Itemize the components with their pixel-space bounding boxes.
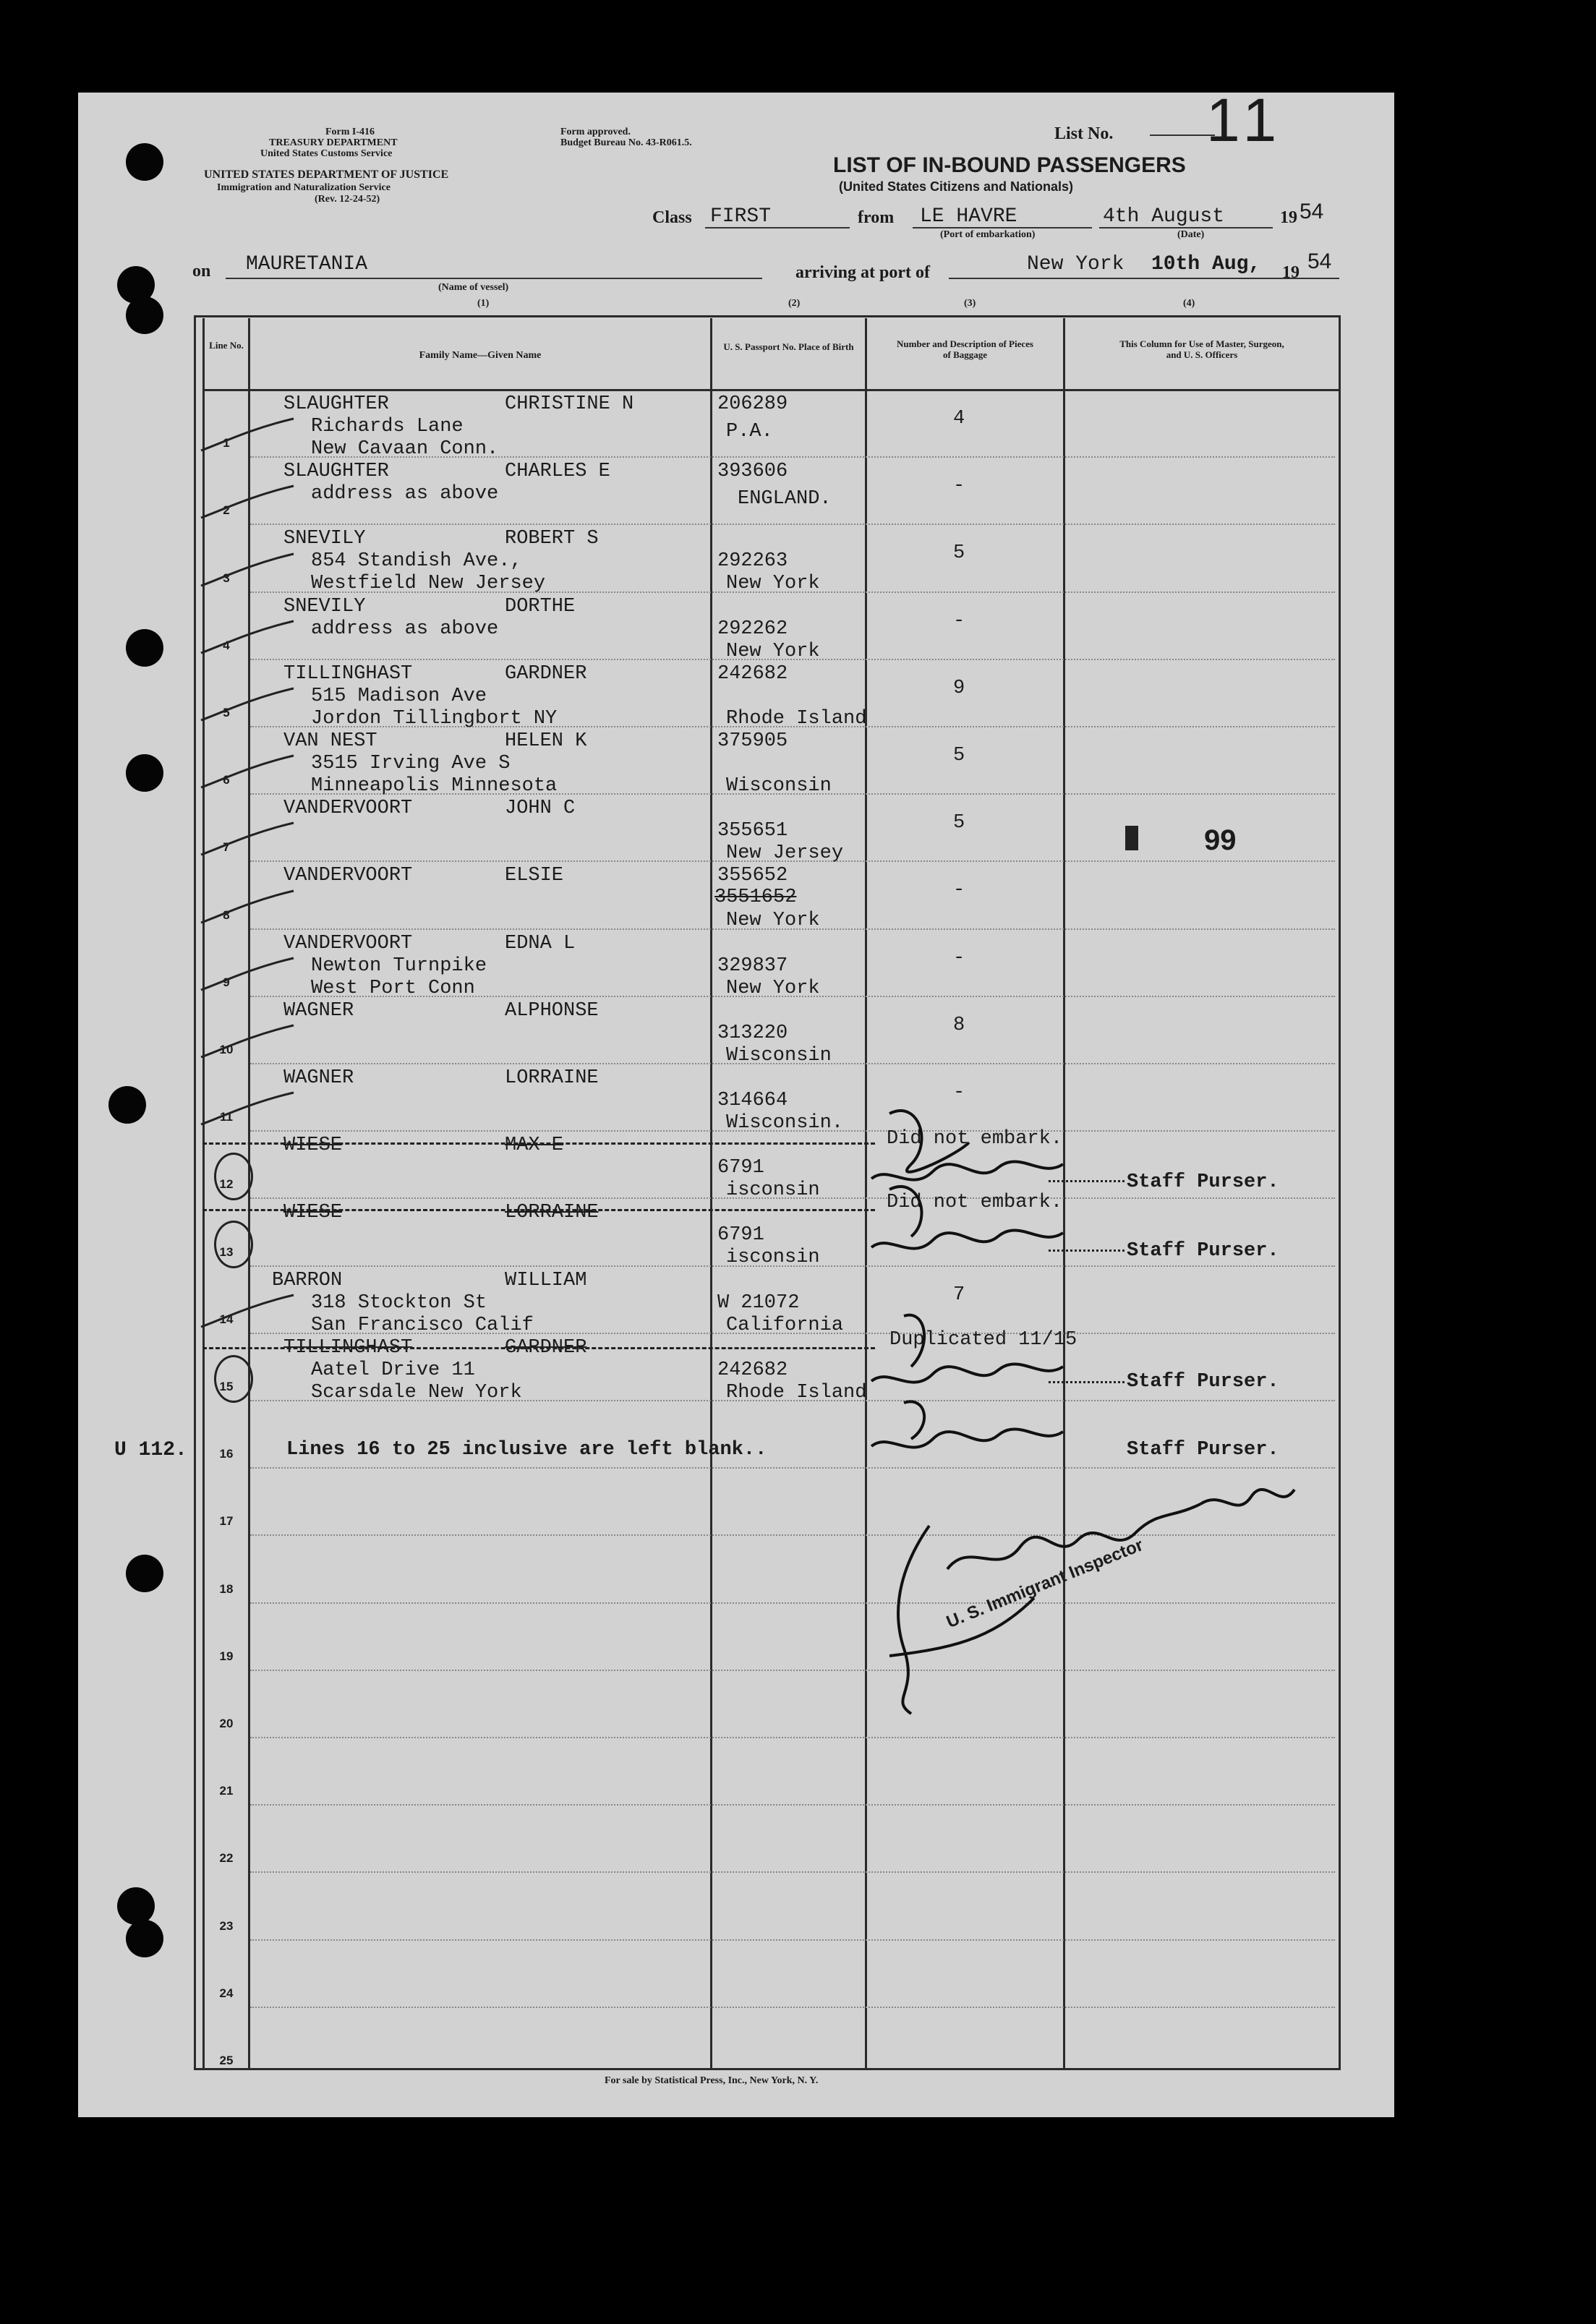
family-name: VANDERVOORT bbox=[283, 865, 413, 887]
family-name: WIESE bbox=[283, 1202, 343, 1223]
col-num-2: (2) bbox=[788, 298, 801, 309]
place-of-birth: Wisconsin bbox=[726, 1045, 832, 1067]
row-separator bbox=[250, 1467, 1335, 1469]
passport-number: 292262 bbox=[717, 618, 788, 640]
passport-number: 313220 bbox=[717, 1022, 788, 1044]
line-number: 1 bbox=[223, 436, 230, 450]
row-separator bbox=[250, 2007, 1335, 2008]
line-number: 22 bbox=[219, 1851, 234, 1865]
arriving-label: arriving at port of bbox=[795, 263, 930, 282]
family-name: SNEVILY bbox=[283, 528, 366, 550]
col-num-1: (1) bbox=[477, 298, 490, 309]
address-line-2: West Port Conn bbox=[311, 978, 475, 999]
row-separator bbox=[250, 1939, 1335, 1941]
line-number: 6 bbox=[223, 773, 230, 787]
inspector-stamp: U. S. Immigrant Inspector bbox=[944, 1535, 1146, 1633]
did-not-embark-12: Did not embark. bbox=[887, 1128, 1063, 1150]
line-number: 9 bbox=[223, 975, 230, 989]
address-line-2: New Cavaan Conn. bbox=[311, 438, 499, 460]
baggage-count: 7 bbox=[953, 1284, 965, 1306]
officer-note: 99 bbox=[1204, 824, 1237, 856]
given-name: MAX E bbox=[505, 1135, 564, 1156]
staff-purser-1: Staff Purser. bbox=[1127, 1171, 1279, 1193]
address-line-1: 318 Stockton St bbox=[311, 1292, 487, 1314]
tally-mark bbox=[200, 751, 301, 795]
list-no-label: List No. bbox=[1054, 124, 1114, 143]
family-name: BARRON bbox=[272, 1270, 343, 1291]
vessel-name: MAURETANIA bbox=[246, 253, 368, 275]
col-num-4: (4) bbox=[1183, 298, 1195, 309]
given-name: ELSIE bbox=[505, 865, 564, 887]
given-name: GARDNER bbox=[505, 663, 587, 685]
officer-stamp-mark bbox=[1125, 826, 1138, 850]
line-number: 8 bbox=[223, 908, 230, 922]
line-number: 2 bbox=[223, 503, 230, 517]
treasury-dept: TREASURY DEPARTMENT bbox=[269, 137, 398, 148]
line-number: 13 bbox=[219, 1245, 234, 1259]
passport-number: 355651 bbox=[717, 820, 788, 842]
place-of-birth: ENGLAND. bbox=[738, 488, 832, 510]
from-rule bbox=[913, 227, 1092, 228]
col-head-baggage: Number and Description of Pieces of Baggage bbox=[897, 338, 1033, 360]
address-line-1: address as above bbox=[311, 483, 499, 505]
justice-dept: UNITED STATES DEPARTMENT OF JUSTICE bbox=[204, 168, 449, 181]
on-label: on bbox=[192, 262, 211, 281]
footer-printer: For sale by Statistical Press, Inc., New York, N. Y. bbox=[605, 2075, 819, 2086]
tally-mark bbox=[200, 1291, 301, 1334]
address-line-2: Minneapolis Minnesota bbox=[311, 775, 558, 797]
col-head-officers: This Column for Use of Master, Surgeon, and U. S. Officers bbox=[1119, 338, 1284, 360]
family-name: SLAUGHTER bbox=[283, 393, 389, 415]
year-handwritten: 54 bbox=[1300, 200, 1324, 223]
place-of-birth: New York bbox=[726, 978, 820, 999]
given-name: ALPHONSE bbox=[505, 1000, 599, 1022]
place-of-birth: P.A. bbox=[726, 421, 773, 443]
year-prefix: 19 bbox=[1280, 208, 1297, 227]
given-name: LORRAINE bbox=[505, 1067, 599, 1089]
tally-mark bbox=[200, 819, 301, 862]
line-number: 23 bbox=[219, 1919, 234, 1933]
tally-mark bbox=[200, 954, 301, 997]
address-line-2: Jordon Tillingbort NY bbox=[311, 708, 558, 730]
cancel-dash-12 bbox=[202, 1142, 875, 1145]
from-label: from bbox=[858, 208, 895, 227]
tally-mark bbox=[200, 684, 301, 727]
row-separator bbox=[250, 1737, 1335, 1738]
family-name: WIESE bbox=[283, 1135, 343, 1156]
embark-date: 4th August bbox=[1103, 205, 1225, 228]
family-name: WAGNER bbox=[283, 1067, 354, 1089]
punch-hole bbox=[126, 296, 163, 334]
place-of-birth: isconsin bbox=[726, 1179, 820, 1201]
cancel-circle bbox=[214, 1153, 253, 1200]
line-number: 7 bbox=[223, 840, 230, 854]
family-name: WAGNER bbox=[283, 1000, 354, 1022]
address-line-2: Scarsdale New York bbox=[311, 1382, 522, 1404]
class-value: FIRST bbox=[710, 205, 772, 228]
place-of-birth: Wisconsin bbox=[726, 775, 832, 797]
line-number: 20 bbox=[219, 1717, 234, 1730]
col-head-passport: U. S. Passport No. Place of Birth bbox=[723, 341, 854, 352]
given-name: CHRISTINE N bbox=[505, 393, 634, 415]
passport-number: 393606 bbox=[717, 461, 788, 482]
line-number: 11 bbox=[220, 1110, 233, 1124]
tally-mark bbox=[200, 1021, 301, 1064]
row-separator bbox=[250, 1804, 1335, 1806]
revision: (Rev. 12-24-52) bbox=[315, 194, 380, 205]
given-name: DORTHE bbox=[505, 596, 576, 618]
margin-stamp: U 112. bbox=[114, 1439, 187, 1461]
address-line-1: 3515 Irving Ave S bbox=[311, 753, 511, 774]
col-head-name: Family Name—Given Name bbox=[419, 350, 542, 361]
arrival-port: New York bbox=[1027, 253, 1125, 275]
address-line-1: 854 Standish Ave., bbox=[311, 550, 522, 572]
place-of-birth: isconsin bbox=[726, 1247, 820, 1268]
place-of-birth: New York bbox=[726, 573, 820, 594]
place-of-birth: New York bbox=[726, 641, 820, 662]
arrival-year-prefix: 19 bbox=[1282, 263, 1300, 282]
row-separator bbox=[250, 524, 1335, 525]
col-num-3: (3) bbox=[964, 298, 976, 309]
passport-number: 375905 bbox=[717, 730, 788, 752]
baggage-count: - bbox=[953, 475, 965, 497]
family-name: SLAUGHTER bbox=[283, 461, 389, 482]
page-title: LIST OF IN-BOUND PASSENGERS bbox=[833, 153, 1186, 177]
passport-number: 355652 bbox=[717, 865, 788, 887]
line-number: 5 bbox=[223, 706, 230, 719]
given-name: JOHN C bbox=[505, 798, 576, 819]
address-line-1: Richards Lane bbox=[311, 416, 464, 437]
staff-purser-3: Staff Purser. bbox=[1127, 1371, 1279, 1393]
arrival-year-handwritten: 54 bbox=[1307, 249, 1332, 273]
family-name: VANDERVOORT bbox=[283, 933, 413, 954]
given-name: EDNA L bbox=[505, 933, 576, 954]
cancel-dash-13 bbox=[202, 1209, 875, 1211]
baggage-count: 4 bbox=[953, 408, 965, 430]
arrival-rule bbox=[949, 278, 1339, 279]
tally-mark bbox=[200, 617, 301, 660]
baggage-count: - bbox=[953, 610, 965, 632]
form-approved: Form approved. bbox=[560, 127, 631, 137]
vessel-rule bbox=[226, 278, 762, 279]
family-name: TILLINGHAST bbox=[283, 1337, 413, 1359]
place-of-birth: Rhode Island bbox=[726, 708, 867, 730]
line-number: 17 bbox=[219, 1514, 234, 1528]
list-no-rule bbox=[1150, 134, 1215, 136]
line-number: 12 bbox=[219, 1177, 234, 1191]
place-of-birth: New Jersey bbox=[726, 842, 844, 864]
cancel-circle bbox=[214, 1221, 253, 1268]
punch-hole bbox=[126, 629, 163, 667]
address-line-1: Newton Turnpike bbox=[311, 955, 487, 977]
line-number: 24 bbox=[219, 1986, 234, 2000]
address-line-2: San Francisco Calif bbox=[311, 1315, 534, 1336]
line-number: 18 bbox=[219, 1582, 234, 1596]
page-subtitle: (United States Citizens and Nationals) bbox=[839, 179, 1074, 194]
passport-number: 242682 bbox=[717, 663, 788, 685]
line-number: 16 bbox=[219, 1447, 234, 1461]
address-line-1: 515 Madison Ave bbox=[311, 685, 487, 707]
given-name: ROBERT S bbox=[505, 528, 599, 550]
passport-number: 6791 bbox=[717, 1157, 764, 1179]
budget-bureau: Budget Bureau No. 43-R061.5. bbox=[560, 137, 692, 148]
did-not-embark-13: Did not embark. bbox=[887, 1192, 1063, 1213]
baggage-count: 5 bbox=[953, 812, 965, 834]
baggage-count: 5 bbox=[953, 745, 965, 766]
list-no-handwritten: 11 bbox=[1206, 86, 1284, 154]
port-embarkation-caption: (Port of embarkation) bbox=[940, 229, 1036, 240]
place-of-birth: California bbox=[726, 1315, 844, 1336]
port-embarkation: LE HAVRE bbox=[920, 205, 1017, 228]
given-name: HELEN K bbox=[505, 730, 587, 752]
family-name: VAN NEST bbox=[283, 730, 377, 752]
given-name: WILLIAM bbox=[505, 1270, 587, 1291]
place-of-birth: New York bbox=[726, 910, 820, 931]
class-label: Class bbox=[652, 208, 692, 227]
passport-number: 6791 bbox=[717, 1224, 764, 1246]
arrival-date: 10th Aug, bbox=[1151, 253, 1261, 275]
given-name: LORRAINE bbox=[505, 1202, 599, 1223]
form-number: Form I-416 bbox=[325, 127, 375, 137]
passport-number: 206289 bbox=[717, 393, 788, 415]
line-number: 19 bbox=[219, 1649, 234, 1663]
baggage-count: 5 bbox=[953, 542, 965, 564]
inspector-signature bbox=[861, 1475, 1352, 1721]
baggage-count: - bbox=[953, 879, 965, 901]
staff-purser-2: Staff Purser. bbox=[1127, 1240, 1279, 1262]
col-divider-name bbox=[710, 318, 712, 2068]
line-number: 21 bbox=[219, 1784, 234, 1798]
staff-purser-4: Staff Purser. bbox=[1127, 1439, 1279, 1461]
punch-hole bbox=[117, 1887, 155, 1925]
class-rule bbox=[705, 227, 850, 228]
blank-lines-note: Lines 16 to 25 inclusive are left blank.. bbox=[286, 1439, 767, 1461]
cancel-circle bbox=[214, 1355, 253, 1403]
punch-hole bbox=[126, 1920, 163, 1957]
baggage-count: 8 bbox=[953, 1014, 965, 1036]
line-number: 4 bbox=[223, 638, 230, 652]
family-name: TILLINGHAST bbox=[283, 663, 413, 685]
tally-mark bbox=[200, 887, 301, 930]
tally-mark bbox=[200, 482, 301, 525]
purser-signatures bbox=[861, 1099, 1106, 1475]
place-of-birth: Rhode Island bbox=[726, 1382, 867, 1404]
family-name: SNEVILY bbox=[283, 596, 366, 618]
customs-service: United States Customs Service bbox=[260, 148, 393, 159]
passport-number: W 21072 bbox=[717, 1292, 800, 1314]
line-number: 25 bbox=[219, 2054, 234, 2067]
line-number: 3 bbox=[223, 571, 230, 585]
header-rule bbox=[202, 389, 1339, 391]
duplicated-note: Duplicated 11/15 bbox=[889, 1329, 1077, 1351]
col-head-line: Line No. bbox=[209, 340, 244, 351]
family-name: VANDERVOORT bbox=[283, 798, 413, 819]
row-separator bbox=[250, 1871, 1335, 1873]
vessel-caption: (Name of vessel) bbox=[438, 282, 509, 293]
punch-hole bbox=[126, 754, 163, 792]
tally-mark bbox=[200, 414, 301, 458]
passport-number: 242682 bbox=[717, 1359, 788, 1381]
tally-mark bbox=[200, 1088, 301, 1132]
line-number: 15 bbox=[219, 1380, 234, 1393]
place-of-birth: Wisconsin. bbox=[726, 1112, 844, 1134]
baggage-count: 9 bbox=[953, 678, 965, 699]
given-name: GARDNER bbox=[505, 1337, 587, 1359]
punch-hole bbox=[126, 1555, 163, 1592]
date-rule bbox=[1099, 227, 1273, 228]
baggage-count: - bbox=[953, 947, 965, 969]
baggage-count: - bbox=[953, 1082, 965, 1103]
line-number: 14 bbox=[219, 1312, 234, 1326]
address-line-2: Westfield New Jersey bbox=[311, 573, 546, 594]
passport-number: 314664 bbox=[717, 1090, 788, 1111]
tally-mark bbox=[200, 550, 301, 593]
address-line-1: Aatel Drive 11 bbox=[311, 1359, 475, 1381]
struck-passport: 3551652 bbox=[714, 887, 797, 908]
passport-number: 292263 bbox=[717, 550, 788, 572]
address-line-1: address as above bbox=[311, 618, 499, 640]
passport-number: 329837 bbox=[717, 955, 788, 977]
punch-hole bbox=[126, 143, 163, 181]
date-caption: (Date) bbox=[1177, 229, 1205, 240]
ins-service: Immigration and Naturalization Service bbox=[217, 182, 391, 193]
cancel-dash-15 bbox=[202, 1347, 875, 1349]
punch-hole bbox=[108, 1086, 146, 1124]
given-name: CHARLES E bbox=[505, 461, 610, 482]
line-number: 10 bbox=[219, 1043, 234, 1056]
